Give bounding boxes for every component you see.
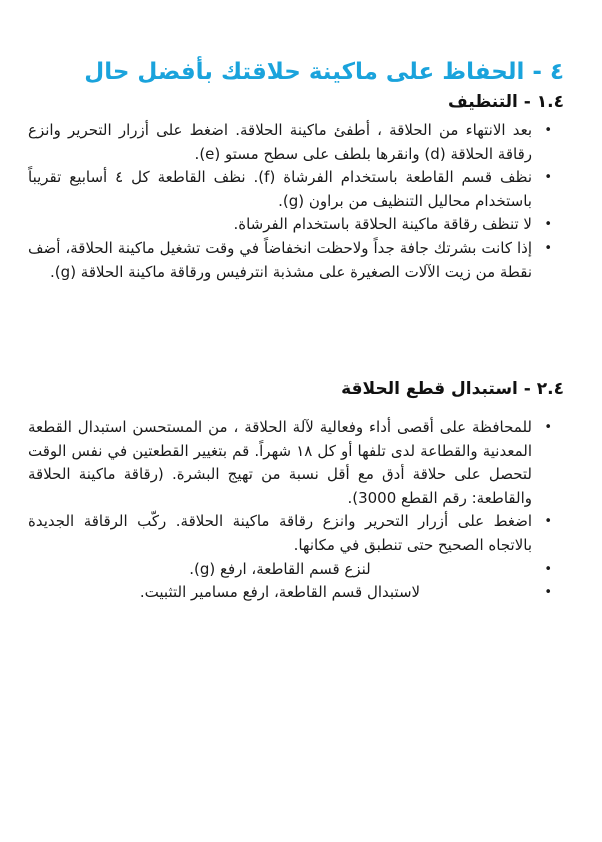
list-item [28,213,554,237]
bullet-icon: • [544,561,552,577]
section-title: ٤ - الحفاظ على ماكينة حلاقتك بأفضل حال [84,59,564,85]
bullet-icon: • [544,123,552,138]
list-item [28,416,554,510]
list-item [28,558,554,582]
list-item-text: لنزع قسم القاطعة، ارفع (g). [189,559,371,578]
cleaning-heading: ١.٤ - التنظيف [448,92,564,112]
cleaning-list [28,119,554,284]
list-item [28,166,554,213]
list-item [28,510,554,557]
list-item [28,581,554,605]
list-item-text: بعد الانتهاء من الحلاقة ، أطفئ ماكينة الحلاقة. اضغط على أزرار التحرير وانزع رقاقة الحلاقة (d) وانقرها بلطف على سطح مستو (e). [28,121,532,163]
bullet-icon: • [544,514,552,530]
list-item-text: للمحافظة على أقصى أداء وفعالية لآلة الحلاقة ، من المستحسن استبدال القطعة المعدنية والقطاعة لدى تلفها أو كل ١٨ شهراً. قم بتغيير القطعتين في نفس الوقت لتحصل على حلاقة أدق مع أقل نسبة من تهيج البشرة. (رقاقة ماكينة الحلاقة والقاطعة: رقم القطع 3000). [28,418,532,507]
list-item-text: نظف قسم القاطعة باستخدام الفرشاة (f). نظف القاطعة كل ٤ أسابيع تقريباً باستخدام محاليل التنظيف من براون (g). [28,168,533,210]
bullet-icon: • [544,170,552,186]
replacement-heading: ٢.٤ - استبدال قطع الحلاقة [341,379,564,399]
list-item-text: لاستبدال قسم القاطعة، ارفع مسامير التثبيت. [139,583,421,602]
list-item-text: إذا كانت بشرتك جافة جداً ولاحظت انخفاضاً في وقت تشغيل ماكينة الحلاقة، أضف نقطة من زيت الآلات الصغيرة على مشذبة انترفيس ورقاقة ماكينة الحلاقة (g). [28,238,532,281]
bullet-icon: • [544,585,552,601]
bullet-icon: • [544,420,552,435]
list-item-text: اضغط على أزرار التحرير وانزع رقاقة ماكينة الحلاقة. ركّب الرقاقة الجديدة بالاتجاه الصحيح حتى تنطبق في مكانها. [28,512,532,554]
list-item [28,119,554,166]
list-item-text: لا تنظف رقاقة ماكينة الحلاقة باستخدام الفرشاة. [233,215,532,234]
list-item [28,237,554,284]
bullet-icon: • [544,240,552,256]
replacement-list [28,416,554,605]
bullet-icon: • [544,217,552,233]
